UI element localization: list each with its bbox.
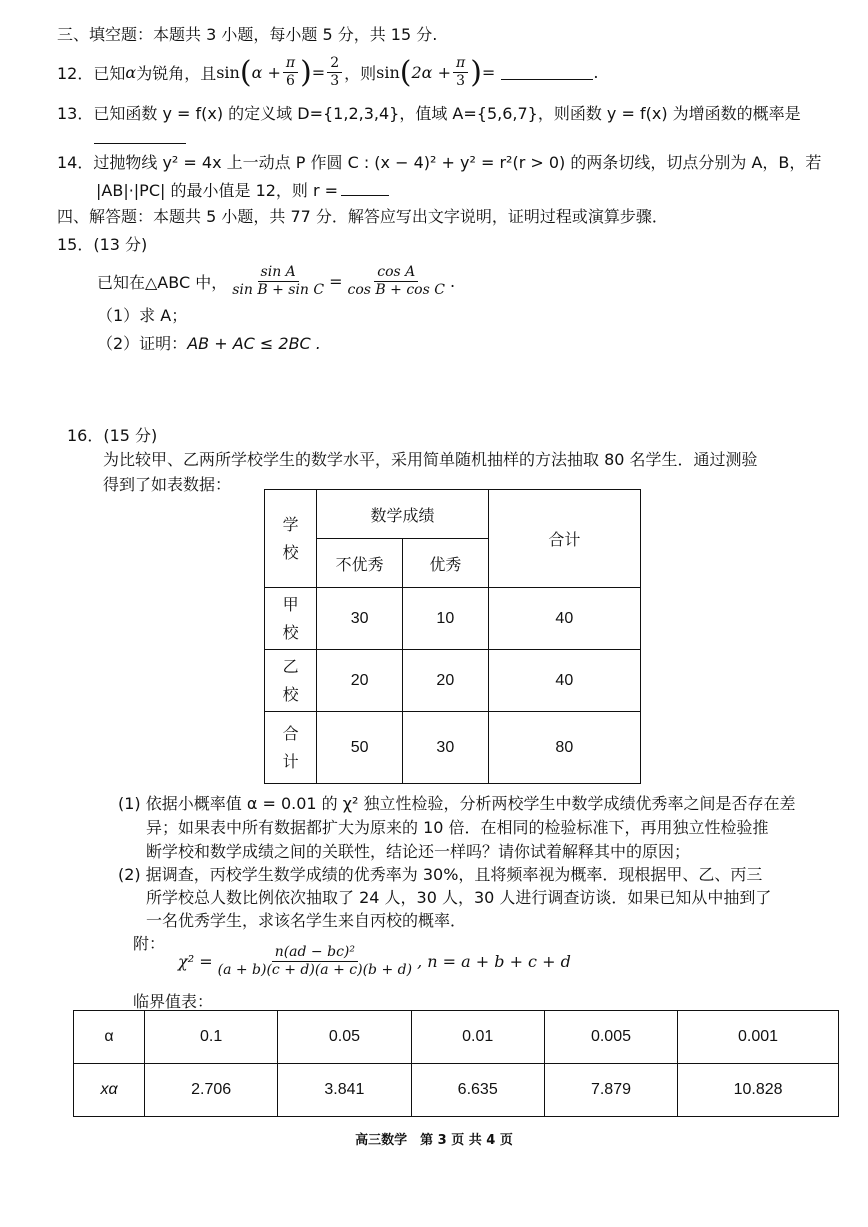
q12-three-2: 3 (456, 72, 466, 89)
q15-cos-denominator: cos B + cos C (347, 281, 445, 298)
chi-denominator: (a + b)(c + d)(a + c)(b + d) (217, 961, 413, 978)
alpha-value: 0.005 (544, 1011, 677, 1064)
q16-part-2-line-1: (2) 据调查，丙校学生数学成绩的优秀率为 30%，且将频率视为概率．现根据甲、乙、丙三 (118, 865, 763, 884)
header-school-char-1: 学 (282, 514, 299, 534)
question-14-line-2 (96, 178, 389, 201)
q13-text: 已知函数 y = f(x) 的定义域 D={1,2,3,4}，值域 A={5,6,7}，则函数 y = f(x) 为增函数的概率是 (93, 104, 801, 123)
row-label-char: 校 (282, 622, 299, 642)
q13-answer-blank-row (94, 129, 186, 148)
q15-part-1: （1）求 A； (97, 306, 188, 325)
question-14-line-1 (57, 150, 821, 173)
q12-alpha: α (125, 62, 137, 82)
question-13 (57, 101, 801, 124)
q14-answer-blank (341, 181, 389, 196)
row-label-school-yi (265, 650, 317, 712)
q14-number: 14． (57, 153, 94, 172)
q15-sin-denominator: sin B + sin C (232, 281, 325, 298)
q15-part-2-math: AB + AC ≤ 2BC . (187, 334, 321, 353)
critical-value: 10.828 (678, 1064, 839, 1117)
q12-pi-2: π (453, 55, 468, 72)
q12-paren-close-2: ) (470, 54, 482, 90)
cell-value: 20 (402, 650, 488, 712)
q15-header: 15．(13 分) (57, 235, 148, 254)
q16-appendix-label: 附： (133, 934, 166, 953)
header-excellent: 优秀 (402, 539, 488, 588)
question-12 (57, 52, 598, 92)
q16-part-2-line-2: 所学校总人数比例依次抽取了 24 人，30 人，30 人进行调查访谈．如果已知从中抽到了 (146, 888, 772, 907)
q16-part-2-line-3: 一名优秀学生，求该名学生来自丙校的概率． (146, 911, 467, 930)
cell-value: 80 (488, 712, 640, 784)
x-alpha-label: xα (74, 1064, 145, 1117)
critical-value: 6.635 (411, 1064, 544, 1117)
cell-value: 20 (317, 650, 403, 712)
q12-text-1: 已知 (93, 63, 126, 83)
chi-square-formula (178, 936, 571, 986)
q16-intro-2: 得到了如表数据： (103, 475, 232, 494)
q15-fraction-cos (345, 264, 448, 297)
q16-header: 16．(15 分) (67, 426, 158, 445)
q12-six: 6 (286, 72, 295, 89)
critical-value: 3.841 (278, 1064, 411, 1117)
q12-paren-open-1: ( (239, 54, 252, 90)
table-row (265, 588, 641, 650)
q15-end: . (449, 271, 456, 291)
header-math-score: 数学成绩 (317, 490, 488, 539)
q16-data-table (264, 489, 641, 784)
critical-value: 2.706 (145, 1064, 278, 1117)
q12-equals-2: = (481, 62, 496, 82)
q12-three: 3 (330, 72, 340, 89)
row-label-char: 甲 (282, 594, 299, 614)
cell-value: 40 (488, 650, 640, 712)
q12-text-2: 为锐角，且 (136, 63, 217, 83)
alpha-value: 0.05 (278, 1011, 411, 1064)
row-label-school-jia (265, 588, 317, 650)
q12-alpha-plus: α + (251, 62, 281, 82)
cell-value: 30 (317, 588, 403, 650)
cell-value: 50 (317, 712, 403, 784)
header-school-char-2: 校 (282, 542, 299, 562)
q14-text-2: |AB|·|PC| 的最小值是 12，则 r = (96, 181, 339, 200)
row-label-char: 乙 (282, 656, 299, 676)
q12-two-alpha-plus: 2α + (411, 62, 451, 82)
section-4-heading: 四、解答题：本题共 5 小题，共 77 分．解答应写出文字说明，证明过程或演算步骤． (57, 207, 668, 226)
q15-part-2 (97, 331, 321, 354)
chi-lhs: χ² = (178, 951, 213, 971)
alpha-label: α (74, 1011, 145, 1064)
alpha-value: 0.1 (145, 1011, 278, 1064)
header-total: 合计 (488, 490, 640, 588)
q15-cos-numerator: cos A (374, 264, 418, 281)
cell-value: 30 (402, 712, 488, 784)
q16-intro-1: 为比较甲、乙两所学校学生的数学水平，采用简单随机抽样的方法抽取 80 名学生．通过测验 (103, 450, 758, 469)
chi-fraction (215, 944, 415, 977)
critical-value-table (73, 1010, 839, 1117)
row-label-char: 计 (282, 751, 299, 771)
cell-value: 10 (402, 588, 488, 650)
section-3-heading: 三、填空题：本题共 3 小题，每小题 5 分，共 15 分. (57, 25, 438, 44)
q15-equals: = (329, 271, 343, 291)
q15-fraction-sin (229, 264, 327, 297)
chi-n-definition: , n = a + b + c + d (417, 951, 571, 971)
q15-part-2-label: （2）证明： (97, 334, 188, 353)
alpha-value: 0.001 (678, 1011, 839, 1064)
q12-paren-close-1: ) (300, 54, 312, 90)
table-header-row-1 (265, 490, 641, 539)
q12-pi: π (283, 55, 298, 72)
header-school (265, 490, 317, 588)
page-footer: 高三数学 第 3 页 共 4 页 (355, 1133, 513, 1148)
q13-number: 13． (57, 104, 94, 123)
row-label-char: 合 (282, 723, 299, 743)
q12-end-period: . (593, 62, 599, 82)
q13-answer-blank (94, 129, 186, 144)
cell-value: 40 (488, 588, 640, 650)
q15-statement (97, 258, 455, 304)
q14-text-1: 过抛物线 y² = 4x 上一动点 P 作圆 C : (x − 4)² + y² = r²(r > 0) 的两条切线，切点分别为 A，B，若 (93, 153, 822, 172)
q16-part-1-line-2: 异；如果表中所有数据都扩大为原来的 10 倍．在相同的检验标准下，再用独立性检验推 (146, 818, 769, 837)
critical-value-label: 临界值表： (133, 992, 214, 1011)
q12-equals: = (311, 62, 326, 82)
q12-text-3: ，则 (344, 63, 377, 83)
q16-part-1-line-3: 断学校和数学成绩之间的关联性，结论还一样吗？请你试着解释其中的原因； (146, 842, 691, 861)
table-row (265, 650, 641, 712)
critical-value: 7.879 (544, 1064, 677, 1117)
alpha-value: 0.01 (411, 1011, 544, 1064)
table-row (265, 712, 641, 784)
q15-sin-numerator: sin A (258, 264, 299, 281)
q12-pi-over-3 (453, 55, 468, 88)
row-label-char: 校 (282, 684, 299, 704)
q12-answer-blank (501, 65, 593, 80)
q12-paren-open-2: ( (399, 54, 412, 90)
q12-sin-2: sin (376, 62, 400, 82)
q12-two-thirds (327, 55, 342, 88)
chi-numerator: n(ad − bc)² (272, 944, 358, 961)
table-row (74, 1064, 839, 1117)
header-not-excellent: 不优秀 (317, 539, 403, 588)
row-label-total (265, 712, 317, 784)
q12-number: 12． (57, 63, 94, 83)
q12-pi-over-6 (283, 55, 298, 88)
table-row (74, 1011, 839, 1064)
q12-two: 2 (327, 55, 342, 72)
q12-sin-1: sin (216, 62, 240, 82)
q15-intro: 已知在△ABC 中， (97, 272, 228, 292)
q16-part-1-line-1: (1) 依据小概率值 α = 0.01 的 χ² 独立性检验，分析两校学生中数学成绩优秀率之间是否存在差 (118, 794, 796, 813)
